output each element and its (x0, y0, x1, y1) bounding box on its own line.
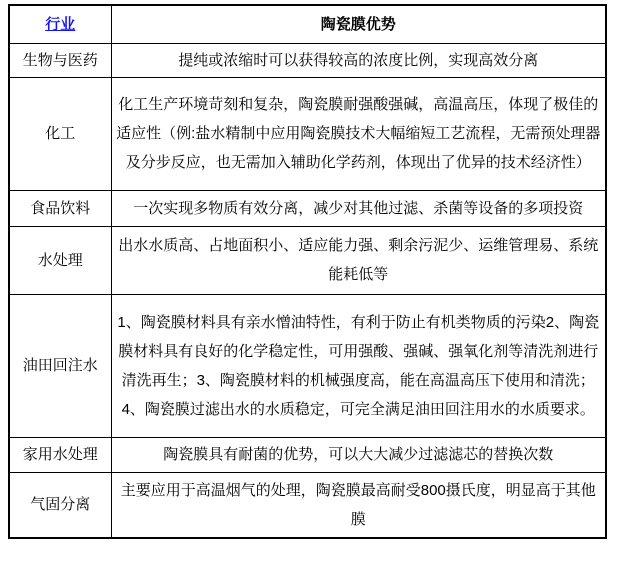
table-row (9, 437, 606, 472)
header-cell-advantage: 陶瓷膜优势 (111, 5, 606, 43)
table-row (9, 43, 606, 77)
industry-cell: 化工 (9, 77, 111, 190)
industry-header-link[interactable]: 行业 (45, 15, 76, 33)
table-row (9, 77, 606, 190)
industry-cell: 家用水处理 (9, 437, 111, 472)
advantage-cell: 一次实现多物质有效分离，减少对其他过滤、杀菌等设备的多项投资 (111, 190, 606, 226)
advantage-cell: 出水水质高、占地面积小、适应能力强、剩余污泥少、运维管理易、系统能耗低等 (111, 226, 606, 294)
industry-cell: 水处理 (9, 226, 111, 294)
advantage-cell: 提纯或浓缩时可以获得较高的浓度比例，实现高效分离 (111, 43, 606, 77)
ceramic-membrane-advantages-table (8, 4, 607, 539)
table-row (9, 294, 606, 437)
industry-cell: 食品饮料 (9, 190, 111, 226)
table-row (9, 472, 606, 538)
header-cell-industry (9, 5, 111, 43)
table-row (9, 226, 606, 294)
advantage-cell: 化工生产环境苛刻和复杂，陶瓷膜耐强酸强碱，高温高压，体现了极佳的适应性（例:盐水精制中应用陶瓷膜技术大幅缩短工艺流程，无需预处理器及分步反应，也无需加入辅助化学药剂，体现出了优异的技术经济性） (111, 77, 606, 190)
advantage-cell: 1、陶瓷膜材料具有亲水憎油特性，有利于防止有机类物质的污染2、陶瓷膜材料具有良好的化学稳定性，可用强酸、强碱、强氧化剂等清洗剂进行清洗再生；3、陶瓷膜材料的机械强度高，能在高温高压下使用和清洗；4、陶瓷膜过滤出水的水质稳定，可完全满足油田回注用水的水质要求。 (111, 294, 606, 437)
industry-cell: 生物与医药 (9, 43, 111, 77)
industry-cell: 气固分离 (9, 472, 111, 538)
table-row (9, 190, 606, 226)
advantage-cell: 陶瓷膜具有耐菌的优势，可以大大减少过滤滤芯的替换次数 (111, 437, 606, 472)
industry-cell: 油田回注水 (9, 294, 111, 437)
advantage-cell: 主要应用于高温烟气的处理，陶瓷膜最高耐受800摄氏度，明显高于其他膜 (111, 472, 606, 538)
table-header-row (9, 5, 606, 43)
